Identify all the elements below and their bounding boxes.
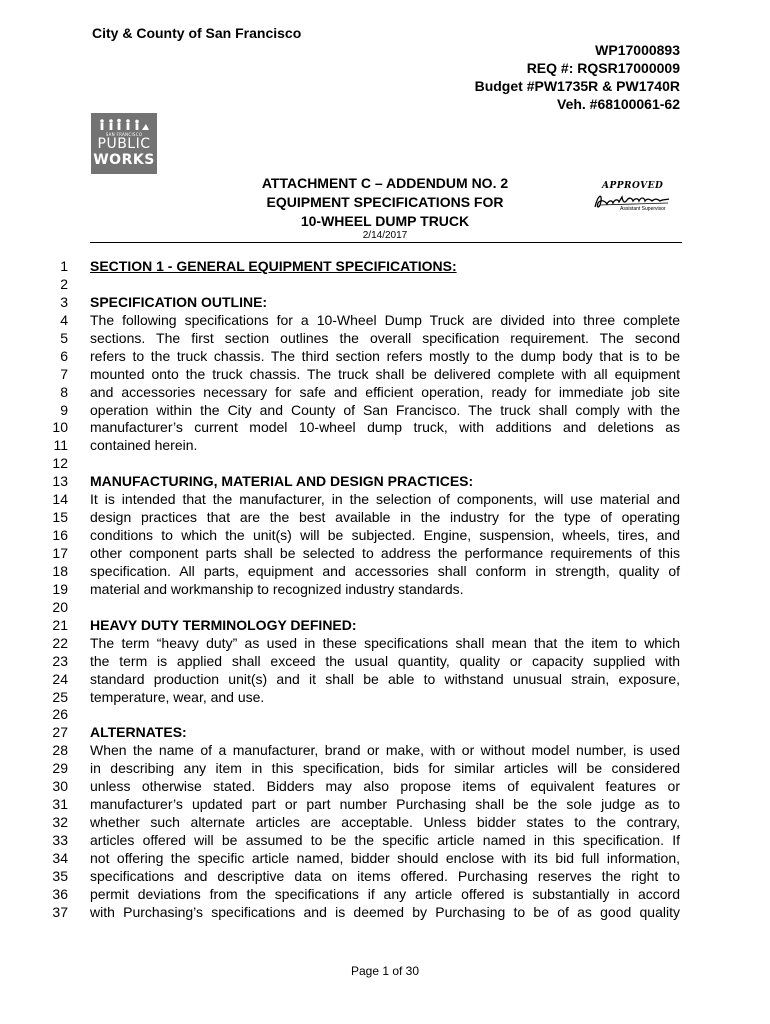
- body-text: sections. The first section outlines the overall specification requirement. The second: [90, 329, 680, 346]
- text-line: [0, 509, 770, 527]
- line-number: 8: [60, 383, 68, 400]
- text-line: [0, 473, 770, 491]
- line-number: 35: [52, 867, 68, 884]
- page-number: Page 1 of 30: [350, 964, 420, 978]
- public-works-logo: [91, 113, 157, 174]
- line-number: 32: [52, 814, 68, 831]
- body-text: manufacturer’s updated part or part number Purchasing shall be the sole judge as to: [90, 796, 680, 813]
- title-line-2: EQUIPMENT SPECIFICATIONS FOR: [266, 194, 504, 210]
- line-number: 3: [60, 293, 68, 310]
- text-line: [0, 796, 770, 814]
- text-line: [0, 312, 770, 330]
- text-line: [0, 294, 770, 312]
- body-text: When the name of a manufacturer, brand or make, with or without model number, is used: [90, 742, 680, 759]
- line-number: 18: [52, 562, 68, 579]
- line-number: 17: [52, 545, 68, 561]
- line-number: 21: [52, 616, 68, 633]
- line-number: 5: [60, 329, 68, 346]
- line-number: 6: [60, 347, 68, 364]
- text-line: [0, 545, 770, 563]
- body-text: manufacturer’s current model 10-wheel dump truck, with additions and deletions as: [90, 419, 680, 436]
- text-line: [0, 599, 770, 617]
- workers-figures-icon: [97, 118, 151, 132]
- body-text: with Purchasing’s specifications and is deemed by Purchasing to be of as good quality: [90, 903, 680, 920]
- wp-number: WP17000893: [595, 42, 680, 58]
- line-number: 34: [52, 849, 68, 866]
- text-line: [0, 742, 770, 760]
- line-number: 9: [60, 401, 68, 418]
- line-number: 29: [52, 760, 68, 777]
- line-number: 31: [52, 796, 68, 813]
- line-number: 30: [52, 778, 68, 795]
- line-number: 20: [52, 598, 68, 615]
- line-number: 13: [52, 473, 68, 490]
- line-number: 28: [52, 742, 68, 759]
- body-text: operation within the City and County of San Francisco. The truck shall comply with the: [90, 401, 680, 418]
- body-text: design practices that are the best available in the industry for the type of operating: [90, 509, 680, 526]
- logo-public-text: PUBLIC: [97, 136, 151, 152]
- body-text: It is intended that the manufacturer, in the selection of components, will use material and: [90, 491, 680, 508]
- body-text: in describing any item in this specification, bids for similar articles will be considered: [90, 760, 680, 777]
- title-line-1: ATTACHMENT C – ADDENDUM NO. 2: [261, 175, 509, 191]
- document-date: 2/14/2017: [362, 230, 408, 241]
- section-heading: ALTERNATES:: [90, 724, 187, 741]
- text-line: [0, 258, 770, 276]
- section-heading: SPECIFICATION OUTLINE:: [90, 293, 268, 310]
- line-number: 33: [52, 832, 68, 848]
- numbered-text-body: [0, 258, 770, 922]
- req-number: REQ #: RQSR17000009: [526, 60, 680, 76]
- text-line: [0, 706, 770, 724]
- text-line: [0, 563, 770, 581]
- body-text: permit deviations from the specifications if any article offered is substantially in accord: [90, 885, 680, 902]
- text-line: [0, 689, 770, 707]
- body-text: The term “heavy duty” as used in these specifications shall mean that the item to which: [90, 634, 680, 651]
- text-line: [0, 850, 770, 868]
- line-number: 11: [53, 437, 68, 454]
- text-line: [0, 366, 770, 384]
- text-line: [0, 832, 770, 850]
- section-heading: HEAVY DUTY TERMINOLOGY DEFINED:: [90, 616, 357, 633]
- body-text: contained herein.: [90, 437, 198, 454]
- line-number: 23: [52, 652, 68, 669]
- body-text: not offering the specific article named, bidder should enclose with its bid full information,: [90, 849, 680, 866]
- text-line: [0, 419, 770, 437]
- section-heading: MANUFACTURING, MATERIAL AND DESIGN PRACTICES:: [90, 473, 474, 490]
- line-number: 1: [60, 258, 68, 274]
- text-line: [0, 814, 770, 832]
- agency-name: City & County of San Francisco: [92, 25, 302, 41]
- text-line: [0, 760, 770, 778]
- body-text: specification. All parts, equipment and accessories shall conform in strength, quality of: [90, 562, 680, 579]
- text-line: [0, 581, 770, 599]
- text-line: [0, 276, 770, 294]
- vehicle-number: Veh. #68100061-62: [557, 96, 680, 112]
- body-text: unless otherwise stated. Bidders may also propose items of equivalent features or: [90, 778, 680, 795]
- body-text: articles offered will be assumed to be the specific article named in this specification. If: [90, 832, 680, 848]
- body-text: mounted onto the truck chassis. The truck shall be delivered complete with all equipment: [90, 365, 680, 382]
- text-line: [0, 437, 770, 455]
- text-line: [0, 402, 770, 420]
- line-number: 14: [52, 491, 68, 508]
- line-number: 2: [60, 275, 68, 292]
- line-number: 25: [52, 688, 68, 705]
- budget-number: Budget #PW1735R & PW1740R: [474, 78, 680, 94]
- body-text: conditions to which the unit(s) will be subjected. Engine, suspension, wheels, tires, and: [90, 527, 680, 544]
- line-number: 19: [52, 580, 68, 597]
- logo-city-text: SAN FRANCISCO: [105, 132, 143, 137]
- body-text: temperature, wear, and use.: [90, 688, 265, 705]
- reference-block: [475, 41, 680, 113]
- text-line: [0, 384, 770, 402]
- text-line: [0, 330, 770, 348]
- line-number: 10: [52, 419, 68, 436]
- body-text: other component parts shall be selected to address the performance requirements of this: [90, 545, 680, 561]
- body-text: the term is applied shall exceed the usual quantity, quality or capacity supplied with: [90, 652, 680, 669]
- body-text: standard production unit(s) and it shall be able to withstand unusual strain, exposure,: [90, 670, 680, 687]
- text-line: [0, 653, 770, 671]
- text-line: [0, 348, 770, 366]
- text-line: [0, 635, 770, 653]
- body-text: whether such alternate articles are acceptable. Unless bidder states to the contrary,: [90, 814, 680, 831]
- line-number: 36: [52, 885, 68, 902]
- text-line: [0, 778, 770, 796]
- line-number: 12: [52, 455, 68, 472]
- body-text: refers to the truck chassis. The third section refers mostly to the dump body that is to be: [90, 347, 680, 364]
- line-number: 22: [52, 634, 68, 651]
- logo-works-text: WORKS: [93, 152, 155, 168]
- text-line: [0, 617, 770, 635]
- title-line-3: 10-WHEEL DUMP TRUCK: [300, 213, 470, 229]
- body-text: The following specifications for a 10-Wheel Dump Truck are divided into three complete: [90, 311, 680, 328]
- approver-role: Assistant Supervisor: [620, 206, 666, 212]
- text-line: [0, 904, 770, 922]
- line-number: 37: [52, 903, 68, 920]
- body-text: and accessories necessary for safe and efficient operation, ready for immediate job site: [90, 383, 680, 400]
- header-divider: [90, 242, 682, 243]
- text-line: [0, 724, 770, 742]
- line-number: 16: [52, 527, 68, 544]
- line-number: 24: [52, 670, 68, 687]
- document-title: [200, 174, 570, 231]
- approved-label: APPROVED: [602, 181, 664, 191]
- line-number: 15: [52, 509, 68, 526]
- line-number: 26: [52, 706, 68, 723]
- line-number: 7: [60, 365, 68, 382]
- text-line: [0, 491, 770, 509]
- text-line: [0, 671, 770, 689]
- text-line: [0, 455, 770, 473]
- text-line: [0, 886, 770, 904]
- body-text: specifications and descriptive data on items offered. Purchasing reserves the right to: [90, 867, 680, 884]
- line-number: 27: [52, 724, 68, 741]
- text-line: [0, 868, 770, 886]
- approval-stamp: [592, 181, 672, 215]
- line-number: 4: [60, 311, 68, 328]
- section-heading: SECTION 1 - GENERAL EQUIPMENT SPECIFICATIONS:: [90, 258, 457, 274]
- text-line: [0, 527, 770, 545]
- body-text: material and workmanship to recognized industry standards.: [90, 580, 464, 597]
